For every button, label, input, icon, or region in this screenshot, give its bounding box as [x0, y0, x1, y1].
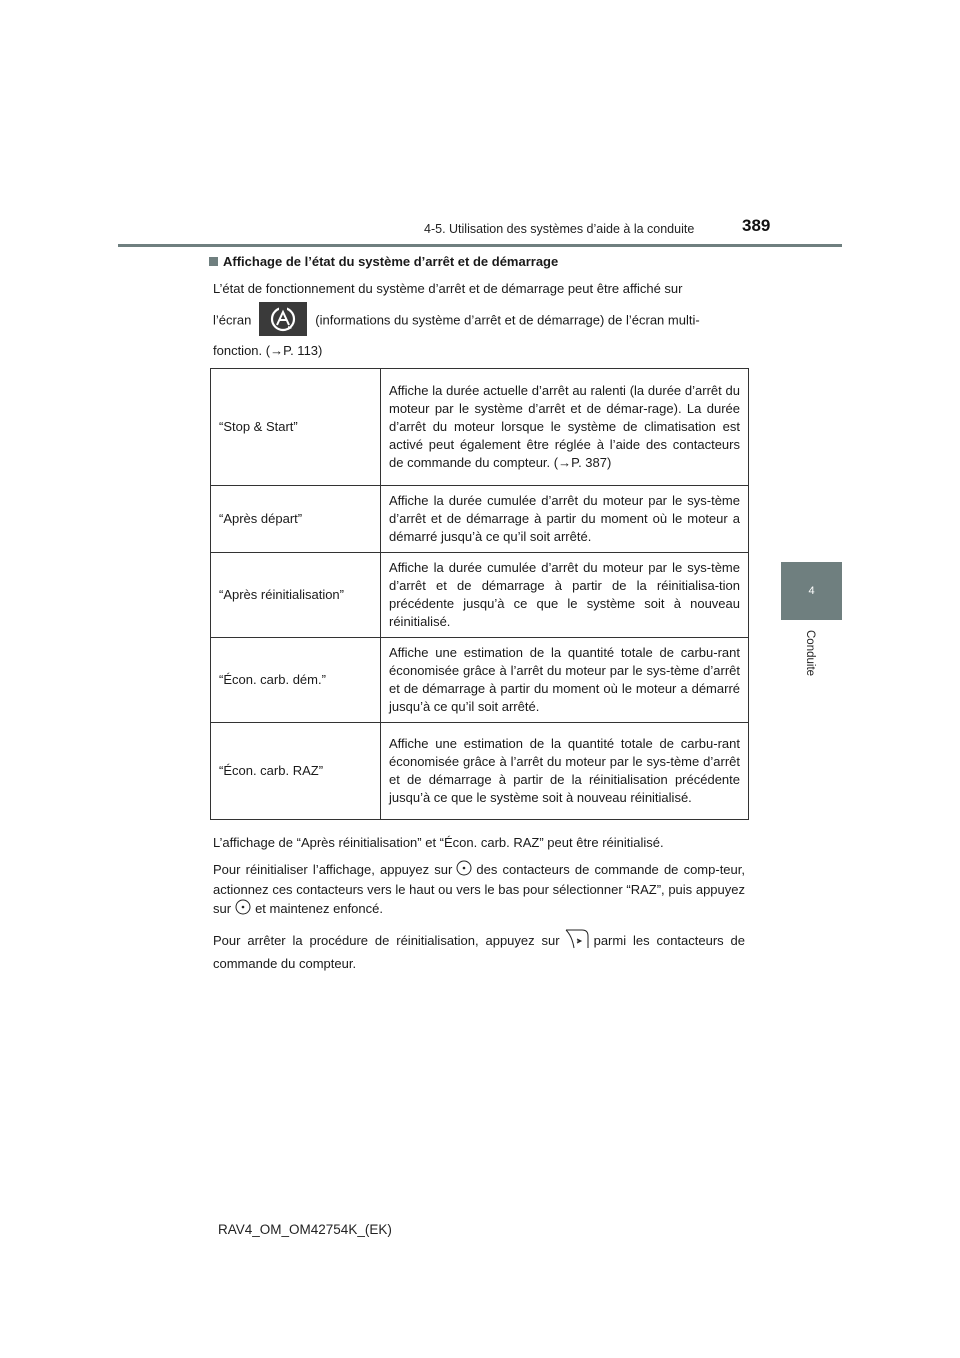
reset-p1-after: et maintenez enfoncé.: [255, 900, 383, 916]
table-term: “Écon. carb. dém.”: [211, 638, 381, 723]
ok-button-icon: [456, 860, 472, 881]
chapter-tab: 4: [781, 562, 842, 620]
intro-line-3: fonction. (→P. 113): [213, 343, 323, 358]
table-desc: Affiche la durée actuelle d’arrêt au ralenti (la durée d’arrêt du moteur par le système d’arrêt et de démar-rage). La durée d’arrêt du moteur lorsque le système de climatisation est activé peut également être réglée à l’aide des contacteurs de commande du compteur. (→P. 387): [381, 369, 749, 486]
section-heading-text: Affichage de l’état du système d’arrêt et de démarrage: [223, 254, 559, 269]
table-term: “Écon. carb. RAZ”: [211, 723, 381, 820]
table-row: [211, 553, 749, 638]
stop-p-before: Pour arrêter la procédure de réinitialisation, appuyez sur: [213, 932, 560, 948]
table-row: [211, 723, 749, 820]
chapter-label: Conduite: [804, 630, 816, 677]
table-row: [211, 638, 749, 723]
reset-note: L’affichage de “Après réinitialisation” et “Écon. carb. RAZ” peut être réinitialisé.: [213, 835, 664, 850]
back-button-icon: [564, 928, 590, 955]
running-header: 4-5. Utilisation des systèmes d’aide à la conduite: [424, 222, 695, 236]
stop-p-after: parmi les contacteurs de commande du compteur.: [213, 932, 746, 971]
table-term: “Après réinitialisation”: [211, 553, 381, 638]
section-heading: [209, 253, 745, 271]
intro-paragraph: [213, 280, 745, 360]
intro-before-icon: l’écran: [213, 312, 252, 328]
table-desc: Affiche une estimation de la quantité totale de carbu-rant économisée grâce à l’arrêt du moteur par le sys-tème d’arrêt et de démarrage à partir de la réinitialisation précédente jusqu’à ce que le système soit à nouveau réinitialisé.: [381, 723, 749, 820]
intro-after-icon: (informations du système d’arrêt et de démarrage) de l’écran multi-: [315, 312, 700, 328]
ok-button-icon: [235, 899, 251, 920]
header-rule: [118, 244, 842, 247]
table-term: “Stop & Start”: [211, 369, 381, 486]
table-desc: Affiche une estimation de la quantité totale de carbu-rant économisée grâce à l’arrêt du moteur par le sys-tème d’arrêt et de démarrage à partir du moment où le moteur a démarré jusqu’à ce qu’il soit arrêté.: [381, 638, 749, 723]
reset-p1-before: Pour réinitialiser l’affichage, appuyez sur: [213, 861, 453, 877]
stop-start-info-icon: [259, 302, 307, 336]
table-desc: Affiche la durée cumulée d’arrêt du moteur par le sys-tème d’arrêt et de démarrage à partir du moment où le moteur a démarré jusqu’à ce qu’il soit arrêté.: [381, 486, 749, 553]
reset-instructions: [213, 860, 745, 920]
stop-instructions: [213, 928, 745, 973]
info-table: [210, 368, 749, 820]
reset-p1-middle: des contacteurs de commande de comp-teur, actionnez ces contacteurs vers le haut ou vers le bas pour sélectionner “RAZ”, puis appuyez sur: [213, 861, 745, 916]
page-number: 389: [742, 216, 771, 235]
table-row: [211, 486, 749, 553]
document-code: RAV4_OM_OM42754K_(EK): [218, 1222, 392, 1237]
square-bullet-icon: [209, 257, 218, 266]
page-content: [213, 253, 745, 973]
table-term: “Après départ”: [211, 486, 381, 553]
intro-line-1: L’état de fonctionnement du système d’arrêt et de démarrage peut être affiché sur: [213, 281, 683, 296]
table-row: [211, 369, 749, 486]
intro-line-2: [213, 304, 745, 338]
table-desc: Affiche la durée cumulée d’arrêt du moteur par le sys-tème d’arrêt et de démarrage à partir de la réinitialisa-tion précédente jusqu’à ce que le système soit à nouveau réinitialisé.: [381, 553, 749, 638]
